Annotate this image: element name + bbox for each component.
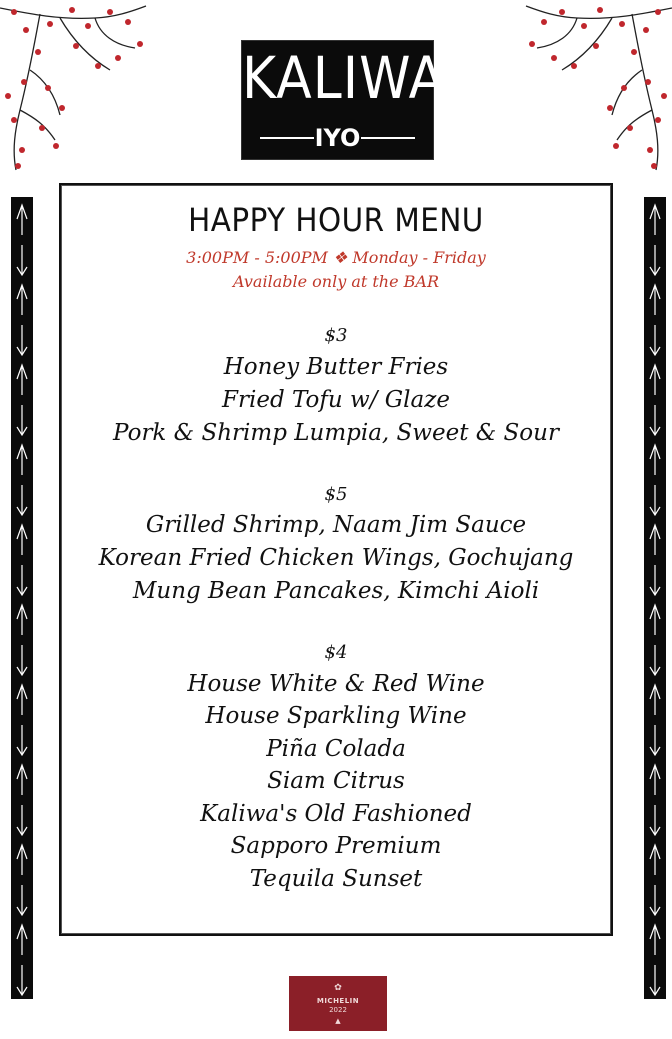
tribal-arrow-mark bbox=[17, 685, 27, 715]
tribal-arrow-mark bbox=[17, 885, 27, 915]
tribal-arrow-mark bbox=[650, 565, 660, 595]
menu-item: House White & Red Wine bbox=[187, 671, 485, 697]
cherry-blossom-branch-icon bbox=[522, 0, 672, 175]
tribal-arrow-mark bbox=[650, 845, 660, 875]
menu-item: Korean Fried Chicken Wings, Gochujang bbox=[98, 545, 574, 571]
tribal-arrow-mark bbox=[650, 405, 660, 435]
restaurant-logo bbox=[242, 41, 446, 159]
menu-item: Siam Citrus bbox=[267, 768, 405, 794]
badge-mark-icon: ▲ bbox=[335, 1017, 341, 1025]
tribal-arrow-mark bbox=[17, 245, 27, 275]
badge-name: MICHELIN bbox=[316, 997, 360, 1005]
tribal-arrow-mark bbox=[17, 445, 27, 475]
logo-name: KALIWA bbox=[242, 45, 446, 113]
menu-card bbox=[59, 183, 613, 936]
menu-availability: Available only at the BAR bbox=[232, 272, 440, 291]
tribal-arrow-mark bbox=[17, 365, 27, 395]
tribal-arrow-mark bbox=[17, 605, 27, 635]
tribal-arrow-mark bbox=[17, 725, 27, 755]
tribal-arrow-mark bbox=[650, 645, 660, 675]
tribal-arrow-mark bbox=[17, 405, 27, 435]
menu-item: House Sparkling Wine bbox=[205, 703, 467, 729]
badge-year: 2022 bbox=[329, 1006, 347, 1014]
tribal-arrow-mark bbox=[650, 605, 660, 635]
michelin-badge bbox=[289, 976, 387, 1031]
tribal-arrow-mark bbox=[17, 805, 27, 835]
tribal-arrow-mark bbox=[650, 325, 660, 355]
tribal-arrow-mark bbox=[650, 245, 660, 275]
section-price: $3 bbox=[324, 325, 348, 346]
tribal-arrow-mark bbox=[650, 765, 660, 795]
menu-item: Grilled Shrimp, Naam Jim Sauce bbox=[145, 512, 527, 538]
michelin-icon: ✿ bbox=[334, 983, 342, 993]
tribal-arrow-mark bbox=[650, 205, 660, 235]
tribal-arrow-mark bbox=[650, 685, 660, 715]
logo-subtitle: IYO bbox=[314, 124, 361, 152]
menu-item: Pork & Shrimp Lumpia, Sweet & Sour bbox=[113, 420, 559, 446]
tribal-arrow-mark bbox=[17, 285, 27, 315]
tribal-arrow-mark bbox=[17, 925, 27, 955]
tribal-arrow-mark bbox=[17, 965, 27, 995]
tribal-arrow-mark bbox=[650, 965, 660, 995]
tribal-arrow-mark bbox=[650, 805, 660, 835]
tribal-arrow-mark bbox=[17, 525, 27, 555]
menu-item: Piña Colada bbox=[266, 736, 406, 762]
logo-divider bbox=[361, 137, 415, 139]
tribal-arrow-mark bbox=[17, 565, 27, 595]
tribal-arrow-pattern-icon bbox=[644, 197, 666, 999]
tribal-arrow-mark bbox=[17, 485, 27, 515]
tribal-arrow-pattern-icon bbox=[11, 197, 33, 999]
tribal-arrow-mark bbox=[17, 845, 27, 875]
section-price: $4 bbox=[324, 642, 348, 663]
tribal-arrow-mark bbox=[17, 205, 27, 235]
menu-item: Sapporo Premium bbox=[230, 833, 442, 859]
tribal-arrow-mark bbox=[650, 725, 660, 755]
tribal-arrow-mark bbox=[650, 365, 660, 395]
tribal-arrow-mark bbox=[650, 445, 660, 475]
section-price: $5 bbox=[324, 484, 348, 505]
menu-item: Mung Bean Pancakes, Kimchi Aioli bbox=[132, 578, 540, 604]
tribal-arrow-mark bbox=[17, 325, 27, 355]
menu-item: Kaliwa's Old Fashioned bbox=[200, 801, 472, 827]
tribal-arrow-mark bbox=[17, 765, 27, 795]
menu-item: Tequila Sunset bbox=[249, 866, 423, 892]
menu-hours: 3:00PM - 5:00PM ❖ Monday - Friday bbox=[186, 248, 486, 267]
menu-title: HAPPY HOUR MENU bbox=[188, 201, 484, 239]
tribal-arrow-mark bbox=[17, 645, 27, 675]
tribal-arrow-mark bbox=[650, 285, 660, 315]
tribal-arrow-mark bbox=[650, 485, 660, 515]
tribal-arrow-mark bbox=[650, 885, 660, 915]
tribal-arrow-mark bbox=[650, 525, 660, 555]
menu-item: Fried Tofu w/ Glaze bbox=[222, 387, 450, 413]
menu-item: Honey Butter Fries bbox=[223, 354, 449, 380]
tribal-arrow-mark bbox=[650, 925, 660, 955]
cherry-blossom-branch-icon bbox=[0, 0, 150, 175]
